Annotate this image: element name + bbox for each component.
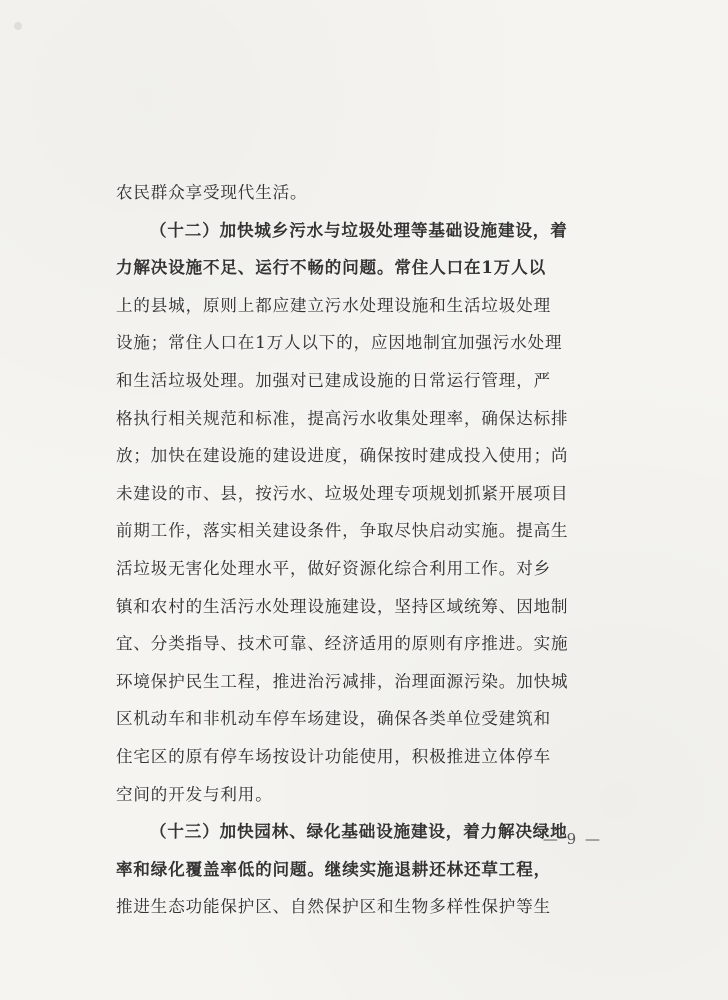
text-line: 设施；常住人口在1万人以下的，应因地制宜加强污水处理 bbox=[116, 333, 563, 353]
text-line: 镇和农村的生活污水处理设施建设，坚持区域统筹、因地制 bbox=[116, 596, 569, 616]
text-line: 活垃圾无害化处理水平，做好资源化综合利用工作。对乡 bbox=[116, 558, 551, 578]
text-line: （十三）加快园林、绿化基础设施建设，着力解决绿地 bbox=[150, 822, 568, 842]
text-line: 上的县城，原则上都应建立污水处理设施和生活垃圾处理 bbox=[116, 295, 551, 315]
text-line: 前期工作，落实相关建设条件，争取尽快启动实施。提高生 bbox=[116, 521, 569, 541]
text-line: 环境保护民生工程，推进治污减排，治理面源污染。加快城 bbox=[116, 671, 569, 691]
text-line: 未建设的市、县，按污水、垃圾处理专项规划抓紧开展项目 bbox=[116, 483, 569, 503]
text-line: 放；加快在建设施的建设进度，确保按时建成投入使用；尚 bbox=[116, 446, 569, 466]
text-line: 宜、分类指导、技术可靠、经济适用的原则有序推进。实施 bbox=[116, 634, 569, 654]
text-line: 率和绿化覆盖率低的问题。继续实施退耕还林还草工程， bbox=[116, 859, 551, 879]
text-line: 推进生态功能保护区、自然保护区和生物多样性保护等生 bbox=[116, 897, 551, 917]
text-line: 住宅区的原有停车场按设计功能使用，积极推进立体停车 bbox=[116, 746, 551, 766]
text-line: 和生活垃圾处理。加强对已建成设施的日常运行管理，严 bbox=[116, 370, 551, 390]
text-line: （十二）加快城乡污水与垃圾处理等基础设施建设，着 bbox=[150, 220, 568, 240]
text-line: 区机动车和非机动车停车场建设，确保各类单位受建筑和 bbox=[116, 709, 551, 729]
text-line: 农民群众享受现代生活。 bbox=[116, 183, 308, 202]
page-number: — 9 — bbox=[542, 830, 602, 848]
text-line: 空间的开发与利用。 bbox=[116, 784, 273, 804]
document-body bbox=[116, 174, 600, 926]
text-line: 格执行相关规范和标准，提高污水收集处理率，确保达标排 bbox=[116, 408, 569, 428]
scan-dot bbox=[14, 22, 22, 30]
text-line: 力解决设施不足、运行不畅的问题。常住人口在1万人以 bbox=[116, 258, 546, 278]
